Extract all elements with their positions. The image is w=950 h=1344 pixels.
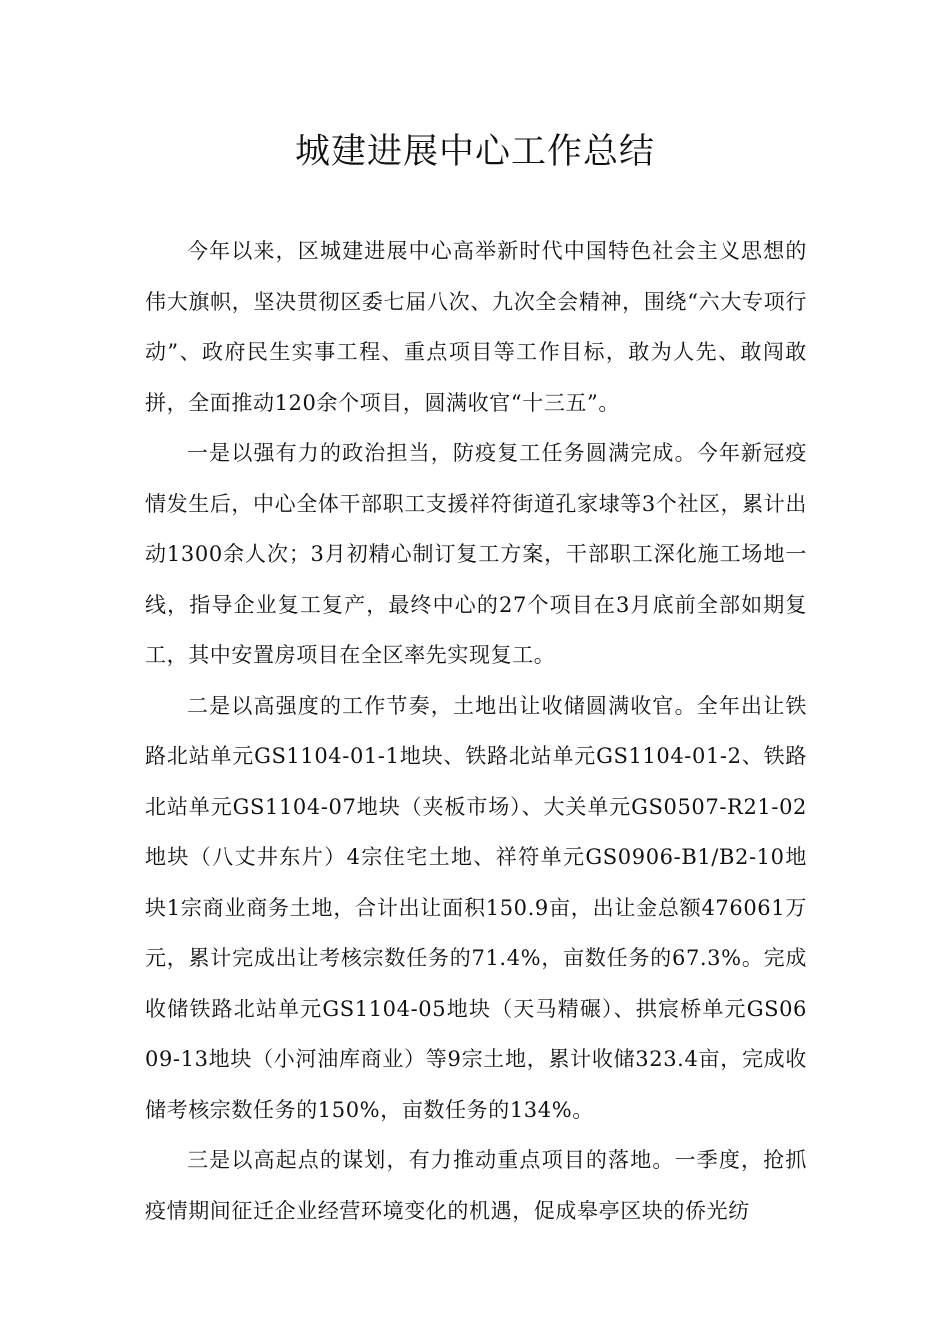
paragraph-intro: 今年以来，区城建进展中心高举新时代中国特色社会主义思想的伟大旗帜，坚决贯彻区委七届八次、九次全会精神，围绕“六大专项行动”、政府民生实事工程、重点项目等工作目标，敢为人先、敢闯敢拼，全面推动120余个项目，圆满收官“十三五”。 — [145, 239, 807, 415]
paragraph-key-projects: 三是以高起点的谋划，有力推动重点项目的落地。一季度，抢抓疫情期间征迁企业经营环境变化的机遇，促成皋亭区块的侨光纺 — [145, 1148, 807, 1223]
document-title: 城建进展中心工作总结 — [294, 132, 655, 172]
paragraph-epidemic-resumption: 一是以强有力的政治担当，防疫复工任务圆满完成。今年新冠疫情发生后，中心全体干部职工支援祥符街道孔家埭等3个社区，累计出动1300余人次；3月初精心制订复工方案，干部职工深化施工场地一线，指导企业复工复产，最终中心的27个项目在3月底前全部如期复工，其中安置房项目在全区率先实现复工。 — [145, 441, 807, 667]
paragraph-land-transfer: 二是以高强度的工作节奏，土地出让收储圆满收官。全年出让铁路北站单元GS1104-01-1地块、铁路北站单元GS1104-01-2、铁路北站单元GS1104-07地块（夹板市场）、大关单元GS0507-R21-02地块（八丈井东片）4宗住宅土地、祥符单元GS0906-B1/B2-10地块1宗商业商务土地，合计出让面积150.9亩，出让金总额476061万元，累计完成出让考核宗数任务的71.4%，亩数任务的67.3%。完成收储铁路北站单元GS1104-05地块（天马精碾）、拱宸桥单元GS0609-13地块（小河油库商业）等9宗土地，累计收储323.4亩，完成收储考核宗数任务的150%，亩数任务的134%。 — [145, 693, 807, 1122]
document-body — [145, 226, 807, 1236]
